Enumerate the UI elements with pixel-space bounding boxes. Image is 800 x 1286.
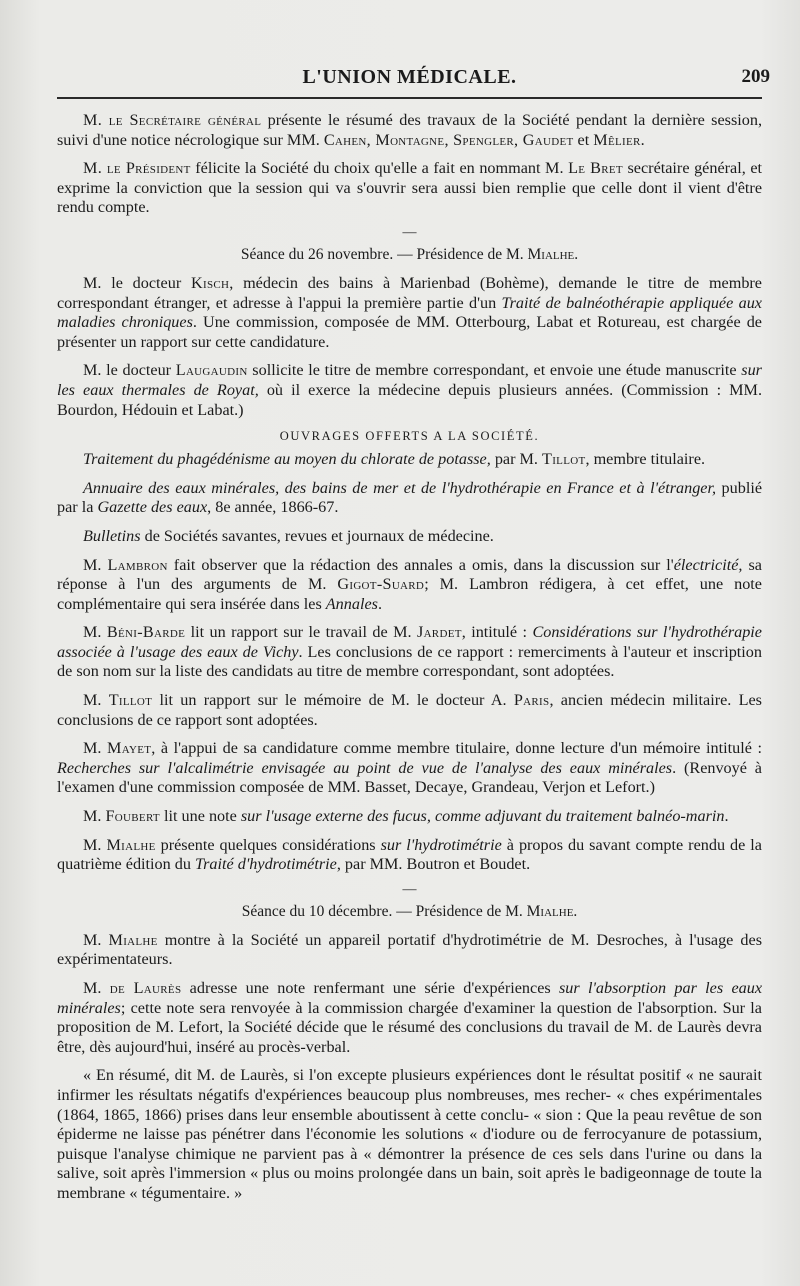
session-prefix: Séance du 10 décembre. — Présidence de M. bbox=[241, 902, 527, 920]
work-title: Bulletins bbox=[83, 526, 141, 545]
work-title: Annuaire des eaux minérales, des bains de mer et de l'hydrothérapie en France et à l'étranger, bbox=[83, 478, 717, 497]
journal-title: Annales bbox=[325, 594, 378, 613]
names: Cahen, Montagne, Spengler, Gaudet bbox=[323, 130, 574, 149]
work-title: sur l'usage externe des fucus, comme adjuvant du traitement balnéo-marin bbox=[240, 807, 725, 826]
speaker-name: Béni-Barde bbox=[106, 623, 186, 642]
work-title: Traité d'hydrotimétrie bbox=[195, 855, 337, 874]
work-title: sur les eaux thermales de Royat, bbox=[57, 361, 762, 399]
work-title: Recherches sur l'alcalimétrie envisagée au point de vue de l'analyse des eaux minérales bbox=[57, 758, 673, 777]
text: lit un rapport sur le travail de M. bbox=[185, 623, 417, 642]
president-name: Mialhe bbox=[527, 245, 575, 263]
speaker-name: de Laurès bbox=[109, 979, 182, 997]
text: adresse une note renfermant une série d'expériences bbox=[181, 979, 559, 997]
work-title: sur l'hydrotimétrie bbox=[380, 835, 502, 854]
text: . bbox=[640, 130, 645, 149]
paragraph-mialhe-hydrotimetrie bbox=[57, 836, 762, 875]
names: Le Bret bbox=[568, 159, 623, 178]
text: et bbox=[573, 130, 594, 149]
text: présente quelques considérations bbox=[155, 835, 381, 854]
text: où il exerce la médecine depuis plusieurs années. (Commission : MM. Bourdon, Hédouin et Labat.) bbox=[57, 380, 762, 419]
text: , ancien médecin militaire. Les conclusions de ce rapport sont adoptées. bbox=[57, 691, 762, 729]
separator-dash: — bbox=[402, 224, 417, 240]
term: électricité, bbox=[673, 555, 743, 574]
speaker-name: Mialhe bbox=[108, 930, 158, 949]
person-name: Jardet bbox=[416, 623, 462, 642]
text: M. bbox=[83, 835, 107, 854]
text: ; cette note sera renvoyée à la commission chargée d'examiner la question de l'absorption. Sur la proposition de M. Lefort, la Société décide que le résumé des conclusions du travail de M. de Laurès devra être, dès aujourd'hui, inséré au procès-verbal. bbox=[57, 998, 762, 1056]
text: . Une commission, composée de MM. Otterbourg, Labat et Rotureau, est chargée de présenter un rapport sur cette candidature. bbox=[57, 313, 762, 351]
quote-de-laures: « En résumé, dit M. de Laurès, si l'on excepte plusieurs expériences dont le résultat positif « ne saurait infirmer les résultats négatifs d'expériences beaucoup plus nombreuses, mes recher- « ches expérimentales (1864, 1865, 1866) prises dans leur ensemble aboutissent à cette conclu- « sion : Que la peau revêtue de son épiderme ne laisse pas pénétrer dans l'économie les solutions « d'iodure ou de ferrocyanure de potassium, puisque l'analyse chimique ne parvient pas à « démontrer la présence de ces sels dans l'urine ou dans la salive, soit après l'immersion « plus ou moins prolongée dans un bain, soit après le badigeonnage de toute la membrane « tégumentaire. » bbox=[57, 1066, 762, 1202]
work-title: Traité de balnéothérapie appliquée aux maladies chroniques bbox=[57, 293, 762, 332]
paragraph-secretaire bbox=[57, 111, 762, 150]
text: M. bbox=[83, 930, 109, 949]
text: de Sociétés savantes, revues et journaux de médecine. bbox=[140, 526, 494, 545]
paragraph-mialhe-appareil bbox=[57, 931, 762, 970]
text: . bbox=[724, 807, 729, 826]
header-rule bbox=[57, 97, 762, 99]
paragraph-foubert bbox=[57, 807, 762, 827]
running-title: L'UNION MÉDICALE. bbox=[302, 66, 517, 88]
speaker-name: Mayet bbox=[107, 739, 152, 758]
paragraph-laugaudin bbox=[57, 361, 762, 420]
session-heading-10-decembre bbox=[57, 903, 762, 921]
text: par M. bbox=[490, 450, 543, 469]
paragraph-de-laures bbox=[57, 979, 762, 1057]
text: , à l'appui de sa candidature comme membre titulaire, donne lecture d'un mémoire intitulé : bbox=[151, 739, 762, 758]
text: lit un rapport sur le mémoire de M. le docteur A. bbox=[152, 691, 514, 710]
paragraph-kisch bbox=[57, 274, 762, 352]
text: M. bbox=[83, 555, 108, 574]
person-name: Gigot-Suard bbox=[337, 575, 425, 594]
paragraph-lambron bbox=[57, 556, 762, 615]
ouvrage-item-3 bbox=[57, 527, 762, 547]
text: , intitulé : bbox=[461, 623, 533, 642]
text: publié par la bbox=[57, 478, 763, 517]
text: M. bbox=[83, 623, 107, 642]
text: M. le docteur bbox=[83, 361, 176, 380]
text: félicite la Société du choix qu'elle a fait en nommant M. bbox=[190, 159, 569, 178]
ouvrage-item-2 bbox=[57, 479, 762, 518]
speaker-name: Lambron bbox=[107, 555, 168, 574]
page-header bbox=[57, 56, 770, 90]
text: , par MM. Boutron et Boudet. bbox=[336, 855, 531, 874]
work-title: sur l'absorption par les eaux minérales bbox=[57, 979, 763, 1017]
session-heading-26-novembre bbox=[57, 246, 762, 264]
work-title: Considérations sur l'hydrothérapie associée à l'usage des eaux de Vichy bbox=[57, 623, 762, 661]
text: lit une note bbox=[159, 807, 241, 826]
text: . (Renvoyé à l'examen d'une commission composée de MM. Basset, Decaye, Grandeau, Verjon et Lefort.) bbox=[57, 758, 762, 797]
paragraph-beni-barde bbox=[57, 623, 762, 682]
text: M. le docteur bbox=[83, 273, 191, 292]
text: fait observer que la rédaction des annales a omis, dans la discussion sur l' bbox=[167, 555, 674, 574]
text: , médecin des bains à Marienbad (Bohème), demande le titre de membre correspondant étranger, et adresse à l'appui la première partie d'un bbox=[57, 273, 762, 312]
text: M. bbox=[83, 691, 109, 710]
names: Mêlier bbox=[593, 130, 641, 149]
text: M. bbox=[83, 979, 110, 997]
session-prefix: Séance du 26 novembre. — Présidence de M. bbox=[240, 245, 528, 263]
text: , membre titulaire. bbox=[585, 450, 706, 469]
ouvrage-item-1 bbox=[57, 450, 762, 470]
speaker-name: M. le Secrétaire général bbox=[83, 111, 262, 129]
journal-title: Gazette des eaux bbox=[97, 498, 208, 517]
text: . bbox=[377, 594, 382, 613]
text: montre à la Société un appareil portatif d'hydrotimétrie de M. Desroches, à l'usage des expérimentateurs. bbox=[57, 930, 762, 969]
paragraph-mayet bbox=[57, 739, 762, 798]
text: secrétaire général, et exprime la conviction que la session qui va s'ouvrir sera aussi bien remplie que celle dont il vient d'être rendu compte. bbox=[57, 159, 763, 217]
work-title: Traitement du phagédénisme au moyen du chlorate de potasse, bbox=[83, 450, 491, 469]
text: ; M. Lambron rédigera, à cet effet, une note complémentaire qui sera insérée dans les bbox=[57, 575, 762, 613]
text: M. bbox=[83, 739, 108, 758]
text: . Les conclusions de ce rapport : remerciments à l'auteur et inscription de son nom sur la liste des candidats au titre de membre correspondant, sont adoptées. bbox=[57, 642, 762, 681]
president-name: Mialhe bbox=[526, 902, 574, 920]
text: sollicite le titre de membre correspondant, et envoie une étude manuscrite bbox=[247, 361, 742, 380]
page-number: 209 bbox=[741, 66, 770, 87]
session-suffix: . bbox=[573, 902, 578, 920]
text: , 8e année, 1866-67. bbox=[207, 498, 339, 517]
speaker-name: M. le Président bbox=[83, 159, 191, 178]
text: M. bbox=[83, 807, 106, 826]
paragraph-tillot bbox=[57, 691, 762, 730]
paragraph-president bbox=[57, 159, 762, 218]
separator-dash: — bbox=[402, 881, 417, 897]
section-title-ouvrages: OUVRAGES OFFERTS A LA SOCIÉTÉ. bbox=[279, 429, 540, 444]
author-name: Tillot bbox=[542, 450, 586, 469]
speaker-name: Mialhe bbox=[106, 835, 156, 854]
text: présente le résumé des travaux de la Société pendant la dernière session, suivi d'une notice nécrologique sur MM. bbox=[57, 111, 762, 149]
session-suffix: . bbox=[574, 245, 579, 263]
speaker-name: Kisch bbox=[191, 273, 230, 292]
speaker-name: Tillot bbox=[108, 691, 153, 710]
person-name: Paris bbox=[513, 691, 550, 710]
text: à propos du savant compte rendu de la quatrième édition du bbox=[57, 835, 762, 874]
speaker-name: Laugaudin bbox=[175, 361, 248, 380]
text: sa réponse à l'un des arguments de M. bbox=[57, 555, 762, 594]
speaker-name: Foubert bbox=[105, 807, 160, 826]
